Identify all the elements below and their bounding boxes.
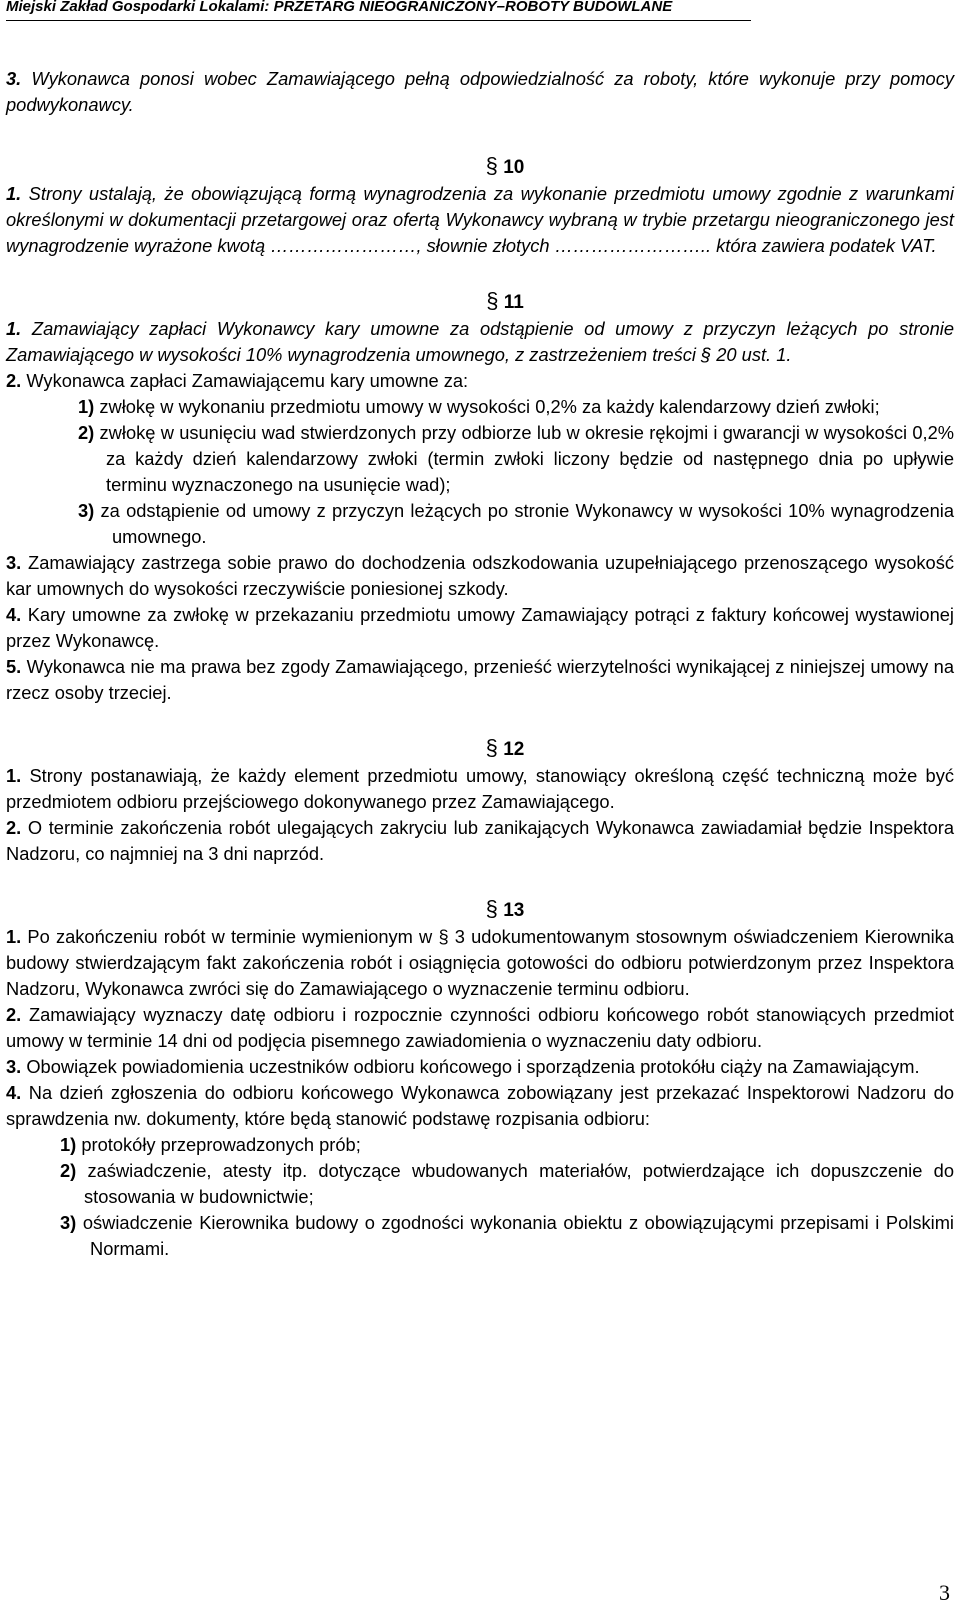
section-heading-10 <box>6 152 954 181</box>
item-text: protokóły przeprowadzonych prób; <box>76 1134 361 1155</box>
page-header: Miejski Zakład Gospodarki Lokalami: PRZETARG NIEOGRANICZONY–ROBOTY BUDOWLANE <box>6 0 751 21</box>
s11-paragraph-2 <box>6 368 954 394</box>
s13-item-2 <box>6 1158 954 1210</box>
section-heading-13 <box>6 895 954 924</box>
s11-paragraph-4 <box>6 602 954 654</box>
paragraph-text: Zamawiający zastrzega sobie prawo do dochodzenia odszkodowania uzupełniającego przenoszącego wysokość kar umownych do wysokości rzeczywiście poniesionej szkody. <box>6 552 954 599</box>
item-number: 1) <box>78 396 95 417</box>
section-heading-11 <box>6 287 954 316</box>
paragraph-text: 20 ust. 1. <box>711 344 792 365</box>
paragraph-number: 1. <box>6 318 22 339</box>
item-text: oświadczenie Kierownika budowy o zgodności wykonania obiektu z obowiązującymi przepisami i Polskimi Normami. <box>76 1212 954 1259</box>
section-number: 10 <box>503 157 525 178</box>
section-number: 11 <box>503 292 524 313</box>
paragraph-number: 4. <box>6 604 22 625</box>
paragraph-number: 3. <box>6 552 22 573</box>
paragraph-number: 2. <box>6 1004 22 1025</box>
paragraph-text: Wykonawca ponosi wobec Zamawiającego pełną odpowiedzialność za roboty, które wykonuje przy pomocy podwykonawcy. <box>6 68 954 115</box>
section-symbol: § <box>485 896 498 921</box>
s13-paragraph-2 <box>6 1002 954 1054</box>
paragraph-text: 3 udokumentowanym stosownym oświadczeniem Kierownika budowy stwierdzającym fakt zakończenia robót i osiągnięcia gotowości do odbioru potwierdzonym przez Inspektora Nadzoru, Wykonawca zwróci się do Zamawiającego o wyznaczenie terminu odbioru. <box>6 926 954 999</box>
item-number: 1) <box>60 1134 77 1155</box>
s13-paragraph-1 <box>6 924 954 1002</box>
paragraph-text: Po zakończeniu robót w terminie wymienionym w <box>21 926 439 947</box>
paragraph-number: 4. <box>6 1082 22 1103</box>
s11-item-3 <box>6 498 954 550</box>
s13-paragraph-3 <box>6 1054 954 1080</box>
paragraph-number: 1. <box>6 926 22 947</box>
section-number: 12 <box>503 739 525 760</box>
s11-item-2 <box>6 420 954 498</box>
s13-paragraph-4 <box>6 1080 954 1132</box>
item-text: za odstąpienie od umowy z przyczyn leżących po stronie Wykonawcy w wysokości 10% wynagrodzenia umownego. <box>94 500 954 547</box>
s13-item-3 <box>6 1210 954 1262</box>
item-number: 3) <box>78 500 95 521</box>
paragraph-number: 1. <box>6 183 22 204</box>
section-number: 13 <box>503 900 525 921</box>
section-symbol: § <box>486 288 499 313</box>
paragraph-text: Kary umowne za zwłokę w przekazaniu przedmiotu umowy Zamawiający potrąci z faktury końcowej wystawionej przez Wykonawcę. <box>6 604 954 651</box>
paragraph-number: 2. <box>6 370 22 391</box>
s11-paragraph-1 <box>6 316 954 368</box>
paragraph-number: 1. <box>6 765 22 786</box>
s12-paragraph-2 <box>6 815 954 867</box>
section-symbol: § <box>701 344 712 365</box>
paragraph-text: Na dzień zgłoszenia do odbioru końcowego Wykonawca zobowiązany jest przekazać Inspektorowi Nadzoru do sprawdzenia nw. dokumenty, które będą stanowić podstawę rozpisania odbioru: <box>6 1082 954 1129</box>
paragraph-number: 5. <box>6 656 22 677</box>
paragraph-text: Strony postanawiają, że każdy element przedmiotu umowy, stanowiący określoną część techniczną może być przedmiotem odbioru przejściowego dokonywanego przez Zamawiającego. <box>6 765 954 812</box>
paragraph-text: Wykonawca zapłaci Zamawiającemu kary umowne za: <box>21 370 469 391</box>
item-text: zwłokę w wykonaniu przedmiotu umowy w wysokości 0,2% za każdy kalendarzowy dzień zwłoki; <box>94 396 880 417</box>
section-symbol: § <box>485 153 498 178</box>
paragraph-number: 3. <box>6 1056 22 1077</box>
paragraph-number: 3. <box>6 68 22 89</box>
section-heading-12 <box>6 734 954 763</box>
s11-item-1 <box>6 394 954 420</box>
item-number: 2) <box>78 422 95 443</box>
paragraph-3 <box>6 66 954 118</box>
paragraph-text: Obowiązek powiadomienia uczestników odbioru końcowego i sporządzenia protokółu ciąży na Zamawiającym. <box>21 1056 920 1077</box>
s11-paragraph-5 <box>6 654 954 706</box>
s10-paragraph-1 <box>6 181 954 259</box>
s11-paragraph-3 <box>6 550 954 602</box>
section-symbol: § <box>485 735 498 760</box>
document-body <box>6 66 954 1262</box>
item-text: zwłokę w usunięciu wad stwierdzonych przy odbiorze lub w okresie rękojmi i gwarancji w wysokości 0,2% za każdy dzień kalendarzowy zwłoki (termin zwłoki liczony będzie od następnego dnia po upływie terminu wyznaczonego na usunięcie wad); <box>94 422 954 495</box>
paragraph-text: Zamawiający wyznaczy datę odbioru i rozpocznie czynności odbioru końcowego robót stanowiących przedmiot umowy w terminie 14 dni od podjęcia pisemnego zawiadomienia o wyznaczeniu daty odbioru. <box>6 1004 954 1051</box>
paragraph-number: 2. <box>6 817 22 838</box>
item-number: 3) <box>60 1212 77 1233</box>
page-number: 3 <box>939 1580 950 1605</box>
s12-paragraph-1 <box>6 763 954 815</box>
paragraph-text: Wykonawca nie ma prawa bez zgody Zamawiającego, przenieść wierzytelności wynikającej z niniejszej umowy na rzecz osoby trzeciej. <box>6 656 954 703</box>
item-number: 2) <box>60 1160 77 1181</box>
item-text: zaświadczenie, atesty itp. dotyczące wbudowanych materiałów, potwierdzające ich dopuszczenie do stosowania w budownictwie; <box>76 1160 954 1207</box>
s13-item-1 <box>6 1132 954 1158</box>
paragraph-text: Strony ustalają, że obowiązującą formą wynagrodzenia za wykonanie przedmiotu umowy zgodnie z warunkami określonymi w dokumentacji przetargowej oraz ofertą Wykonawcy wybraną w trybie przetargu nieograniczonego jest wynagrodzenie wyrażone kwotą ……………………, słownie złotych …………………….. która zawiera podatek VAT. <box>6 183 954 256</box>
section-symbol: § <box>438 926 449 947</box>
paragraph-text: Zamawiający zapłaci Wykonawcy kary umowne za odstąpienie od umowy z przyczyn leżących po stronie Zamawiającego w wysokości 10% wynagrodzenia umownego, z zastrzeżeniem treści <box>6 318 954 365</box>
paragraph-text: O terminie zakończenia robót ulegających zakryciu lub zanikających Wykonawca zawiadamiał będzie Inspektora Nadzoru, co najmniej na 3 dni naprzód. <box>6 817 954 864</box>
